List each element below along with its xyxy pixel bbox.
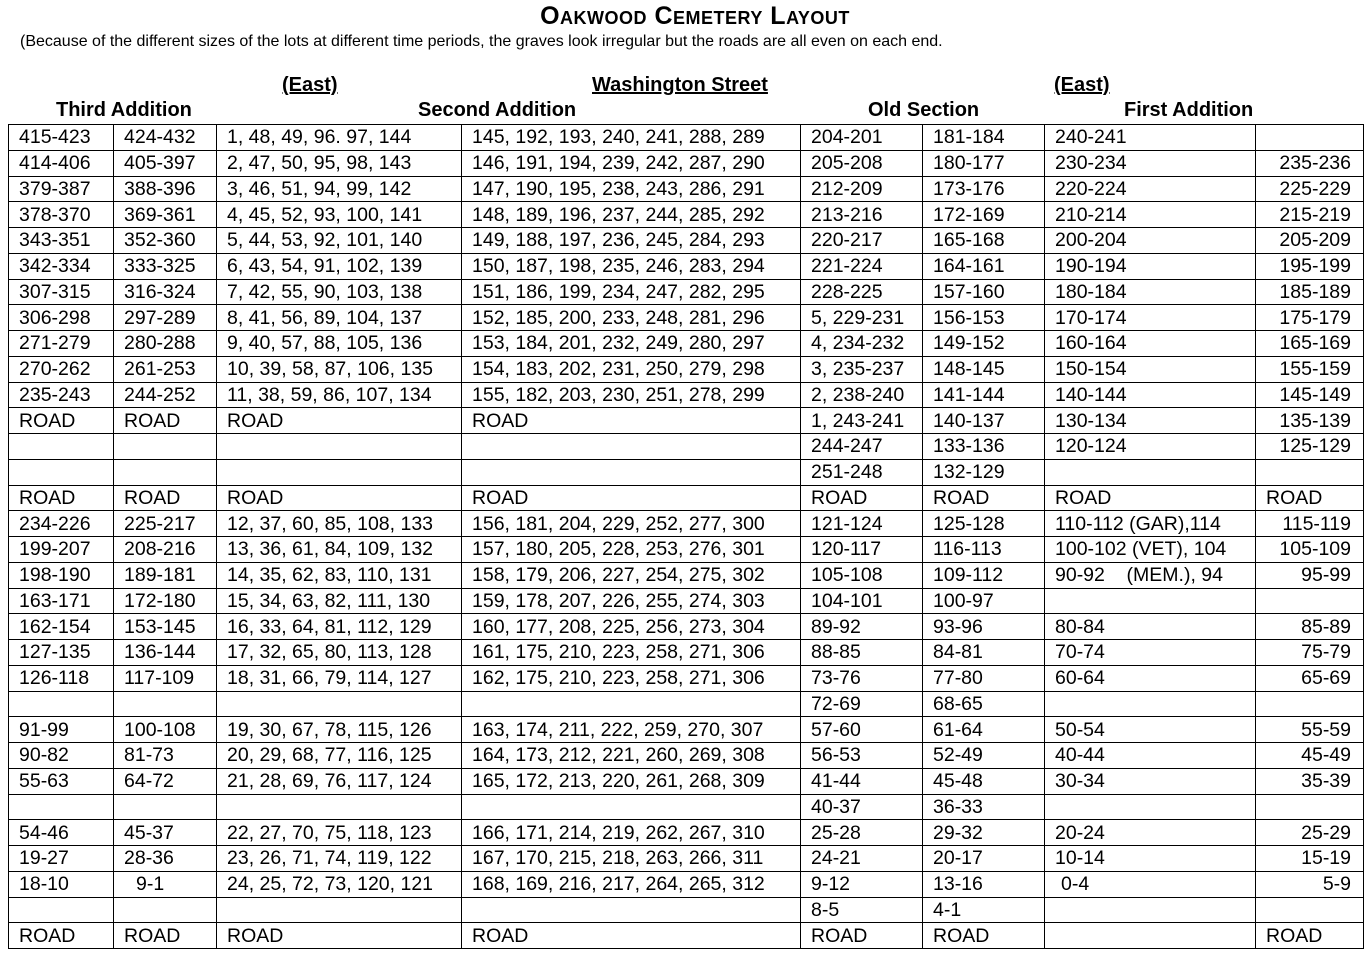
cell-second-addition-west: 23, 26, 71, 74, 119, 122 [217, 846, 462, 872]
table-row [9, 640, 1364, 666]
cell-second-addition-east: ROAD [462, 408, 801, 434]
cell-third-addition-east [114, 691, 217, 717]
cell-old-section-west: 9-12 [801, 871, 923, 897]
cell-old-section-east: 29-32 [923, 820, 1045, 846]
table-row [9, 202, 1364, 228]
cell-old-section-east: 109-112 [923, 562, 1045, 588]
cell-second-addition-east: 153, 184, 201, 232, 249, 280, 297 [462, 331, 801, 357]
cell-second-addition-east: ROAD [462, 485, 801, 511]
cell-second-addition-east: 155, 182, 203, 230, 251, 278, 299 [462, 382, 801, 408]
cell-old-section-east: 84-81 [923, 640, 1045, 666]
cell-second-addition-east [462, 459, 801, 485]
cell-third-addition-west: 379-387 [9, 176, 114, 202]
cell-first-addition-east: 95-99 [1256, 562, 1364, 588]
cell-third-addition-west: 342-334 [9, 253, 114, 279]
cell-first-addition-west: 50-54 [1045, 717, 1256, 743]
table-row [9, 897, 1364, 923]
cell-third-addition-west: 126-118 [9, 665, 114, 691]
cell-old-section-west: 228-225 [801, 279, 923, 305]
cell-old-section-west: 89-92 [801, 614, 923, 640]
cell-first-addition-east: 105-109 [1256, 537, 1364, 563]
cell-old-section-east: 100-97 [923, 588, 1045, 614]
cell-old-section-west: 4, 234-232 [801, 331, 923, 357]
cell-second-addition-west: 9, 40, 57, 88, 105, 136 [217, 331, 462, 357]
cell-first-addition-east: 75-79 [1256, 640, 1364, 666]
cell-second-addition-west [217, 897, 462, 923]
cell-second-addition-west: 3, 46, 51, 94, 99, 142 [217, 176, 462, 202]
cell-first-addition-east: 65-69 [1256, 665, 1364, 691]
cell-third-addition-east: 64-72 [114, 768, 217, 794]
cell-old-section-east: 173-176 [923, 176, 1045, 202]
cell-third-addition-west: 162-154 [9, 614, 114, 640]
cell-first-addition-west: 80-84 [1045, 614, 1256, 640]
table-row [9, 871, 1364, 897]
cell-old-section-east: 61-64 [923, 717, 1045, 743]
first-addition-heading: First Addition [1124, 99, 1254, 121]
table-row [9, 588, 1364, 614]
cell-third-addition-west: 270-262 [9, 356, 114, 382]
cell-old-section-west: 5, 229-231 [801, 305, 923, 331]
second-addition-heading: Second Addition [418, 99, 577, 121]
cell-second-addition-west: 12, 37, 60, 85, 108, 133 [217, 511, 462, 537]
cell-third-addition-east: 225-217 [114, 511, 217, 537]
cell-third-addition-east: 405-397 [114, 150, 217, 176]
cell-old-section-east: 132-129 [923, 459, 1045, 485]
cell-first-addition-east: 135-139 [1256, 408, 1364, 434]
cell-first-addition-west: 210-214 [1045, 202, 1256, 228]
cell-first-addition-east: 155-159 [1256, 356, 1364, 382]
cell-third-addition-east: 424-432 [114, 125, 217, 151]
cell-old-section-west: ROAD [801, 923, 923, 949]
cell-second-addition-east: 145, 192, 193, 240, 241, 288, 289 [462, 125, 801, 151]
cell-first-addition-west: 200-204 [1045, 228, 1256, 254]
cell-old-section-west: 251-248 [801, 459, 923, 485]
cell-first-addition-east: 45-49 [1256, 743, 1364, 769]
cell-old-section-west: 121-124 [801, 511, 923, 537]
east-label-right: (East) [1054, 74, 1110, 96]
cell-third-addition-east [114, 897, 217, 923]
cell-old-section-west: 220-217 [801, 228, 923, 254]
table-row [9, 485, 1364, 511]
cell-first-addition-east: 25-29 [1256, 820, 1364, 846]
cell-second-addition-east: 154, 183, 202, 231, 250, 279, 298 [462, 356, 801, 382]
cell-third-addition-east: 280-288 [114, 331, 217, 357]
cell-second-addition-east: 146, 191, 194, 239, 242, 287, 290 [462, 150, 801, 176]
cell-second-addition-west: 15, 34, 63, 82, 111, 130 [217, 588, 462, 614]
cell-second-addition-west [217, 459, 462, 485]
cell-first-addition-east: 205-209 [1256, 228, 1364, 254]
cell-second-addition-west: 11, 38, 59, 86, 107, 134 [217, 382, 462, 408]
cell-second-addition-west: 8, 41, 56, 89, 104, 137 [217, 305, 462, 331]
cell-first-addition-east: 195-199 [1256, 253, 1364, 279]
cell-first-addition-west: 90-92 (MEM.), 94 [1045, 562, 1256, 588]
cell-second-addition-west: 14, 35, 62, 83, 110, 131 [217, 562, 462, 588]
cell-third-addition-west: 378-370 [9, 202, 114, 228]
table-row [9, 253, 1364, 279]
cell-third-addition-east: ROAD [114, 923, 217, 949]
cell-old-section-west: 2, 238-240 [801, 382, 923, 408]
cell-old-section-east: 165-168 [923, 228, 1045, 254]
cell-second-addition-east: 168, 169, 216, 217, 264, 265, 312 [462, 871, 801, 897]
cell-second-addition-west: 5, 44, 53, 92, 101, 140 [217, 228, 462, 254]
cell-second-addition-east: 158, 179, 206, 227, 254, 275, 302 [462, 562, 801, 588]
cell-old-section-west: 1, 243-241 [801, 408, 923, 434]
cell-third-addition-west: 90-82 [9, 743, 114, 769]
cell-second-addition-east: ROAD [462, 923, 801, 949]
cell-old-section-east: 45-48 [923, 768, 1045, 794]
cell-second-addition-east [462, 691, 801, 717]
table-row [9, 382, 1364, 408]
cell-old-section-east: 156-153 [923, 305, 1045, 331]
cell-second-addition-west: 20, 29, 68, 77, 116, 125 [217, 743, 462, 769]
washington-street-label: Washington Street [592, 74, 768, 96]
cell-second-addition-east: 157, 180, 205, 228, 253, 276, 301 [462, 537, 801, 563]
cell-second-addition-west: 17, 32, 65, 80, 113, 128 [217, 640, 462, 666]
cell-third-addition-west: 127-135 [9, 640, 114, 666]
cell-first-addition-east: 15-19 [1256, 846, 1364, 872]
cell-old-section-west: 120-117 [801, 537, 923, 563]
cell-first-addition-west: 180-184 [1045, 279, 1256, 305]
cell-first-addition-east: 185-189 [1256, 279, 1364, 305]
table-row [9, 665, 1364, 691]
cell-old-section-west: 24-21 [801, 846, 923, 872]
table-row [9, 511, 1364, 537]
cell-first-addition-east: ROAD [1256, 485, 1364, 511]
cell-second-addition-west: 10, 39, 58, 87, 106, 135 [217, 356, 462, 382]
cell-old-section-east: 4-1 [923, 897, 1045, 923]
cell-old-section-west: 88-85 [801, 640, 923, 666]
cell-first-addition-west: 70-74 [1045, 640, 1256, 666]
table-row [9, 768, 1364, 794]
cell-first-addition-west: 10-14 [1045, 846, 1256, 872]
cell-old-section-west: 105-108 [801, 562, 923, 588]
cell-first-addition-west: 190-194 [1045, 253, 1256, 279]
cell-old-section-west: 25-28 [801, 820, 923, 846]
cell-second-addition-west: 4, 45, 52, 93, 100, 141 [217, 202, 462, 228]
cell-old-section-east: 52-49 [923, 743, 1045, 769]
cell-old-section-east: ROAD [923, 485, 1045, 511]
cell-first-addition-east: 175-179 [1256, 305, 1364, 331]
cell-second-addition-west: ROAD [217, 485, 462, 511]
cell-first-addition-east: 145-149 [1256, 382, 1364, 408]
cell-second-addition-west: 24, 25, 72, 73, 120, 121 [217, 871, 462, 897]
cell-first-addition-east: 125-129 [1256, 434, 1364, 460]
cell-first-addition-west: 160-164 [1045, 331, 1256, 357]
cell-third-addition-east: 297-289 [114, 305, 217, 331]
table-row [9, 305, 1364, 331]
cell-first-addition-east: 35-39 [1256, 768, 1364, 794]
table-row [9, 846, 1364, 872]
table-row [9, 408, 1364, 434]
cell-second-addition-west: 18, 31, 66, 79, 114, 127 [217, 665, 462, 691]
cell-third-addition-west: 235-243 [9, 382, 114, 408]
cell-third-addition-west: 91-99 [9, 717, 114, 743]
cell-first-addition-east [1256, 125, 1364, 151]
cell-first-addition-west [1045, 691, 1256, 717]
cell-second-addition-east: 164, 173, 212, 221, 260, 269, 308 [462, 743, 801, 769]
cell-old-section-west: 72-69 [801, 691, 923, 717]
cell-second-addition-east: 161, 175, 210, 223, 258, 271, 306 [462, 640, 801, 666]
cell-third-addition-east: 189-181 [114, 562, 217, 588]
cell-third-addition-east: 333-325 [114, 253, 217, 279]
cell-old-section-east: 20-17 [923, 846, 1045, 872]
cell-third-addition-east: 28-36 [114, 846, 217, 872]
cell-third-addition-east: 244-252 [114, 382, 217, 408]
cell-first-addition-west [1045, 897, 1256, 923]
cell-second-addition-west [217, 691, 462, 717]
cell-third-addition-east: ROAD [114, 408, 217, 434]
cell-old-section-west: 8-5 [801, 897, 923, 923]
cell-first-addition-west: 130-134 [1045, 408, 1256, 434]
cell-second-addition-east: 165, 172, 213, 220, 261, 268, 309 [462, 768, 801, 794]
cell-first-addition-west: 30-34 [1045, 768, 1256, 794]
cell-second-addition-west: 16, 33, 64, 81, 112, 129 [217, 614, 462, 640]
page-subtitle: (Because of the different sizes of the lots at different time periods, the graves look irregular but the roads are all even on each end. [20, 33, 943, 50]
cell-old-section-west: 56-53 [801, 743, 923, 769]
cemetery-layout-table [8, 124, 1364, 949]
cell-second-addition-west: 1, 48, 49, 96. 97, 144 [217, 125, 462, 151]
cell-first-addition-east: 225-229 [1256, 176, 1364, 202]
table-row [9, 125, 1364, 151]
cell-old-section-east: 172-169 [923, 202, 1045, 228]
cell-third-addition-east: 352-360 [114, 228, 217, 254]
cell-second-addition-east [462, 897, 801, 923]
table-row [9, 228, 1364, 254]
cell-third-addition-east: 81-73 [114, 743, 217, 769]
cell-old-section-west: ROAD [801, 485, 923, 511]
cell-second-addition-west: 21, 28, 69, 76, 117, 124 [217, 768, 462, 794]
cell-third-addition-west [9, 459, 114, 485]
cell-old-section-west: 213-216 [801, 202, 923, 228]
cell-second-addition-east: 160, 177, 208, 225, 256, 273, 304 [462, 614, 801, 640]
table-row [9, 717, 1364, 743]
cell-third-addition-east [114, 459, 217, 485]
cell-first-addition-west: 220-224 [1045, 176, 1256, 202]
cell-third-addition-east: 388-396 [114, 176, 217, 202]
cell-old-section-east: 125-128 [923, 511, 1045, 537]
cell-third-addition-west: 271-279 [9, 331, 114, 357]
cell-first-addition-west: ROAD [1045, 485, 1256, 511]
cell-first-addition-east: 115-119 [1256, 511, 1364, 537]
cell-first-addition-west: 40-44 [1045, 743, 1256, 769]
cell-second-addition-west [217, 794, 462, 820]
cell-old-section-west: 104-101 [801, 588, 923, 614]
cell-second-addition-east: 152, 185, 200, 233, 248, 281, 296 [462, 305, 801, 331]
cell-first-addition-east: 165-169 [1256, 331, 1364, 357]
cell-third-addition-west: 199-207 [9, 537, 114, 563]
cell-third-addition-east [114, 794, 217, 820]
cell-third-addition-east: 172-180 [114, 588, 217, 614]
cell-old-section-west: 244-247 [801, 434, 923, 460]
table-row [9, 356, 1364, 382]
table-row [9, 279, 1364, 305]
cell-third-addition-west: 198-190 [9, 562, 114, 588]
cell-old-section-west: 40-37 [801, 794, 923, 820]
cell-old-section-east: 133-136 [923, 434, 1045, 460]
cell-old-section-east: 36-33 [923, 794, 1045, 820]
cell-old-section-east: 116-113 [923, 537, 1045, 563]
cell-second-addition-west: 22, 27, 70, 75, 118, 123 [217, 820, 462, 846]
cell-third-addition-west: ROAD [9, 408, 114, 434]
cell-old-section-west: 204-201 [801, 125, 923, 151]
old-section-heading: Old Section [868, 99, 980, 121]
cell-third-addition-east: 9-1 [114, 871, 217, 897]
cell-second-addition-west: 13, 36, 61, 84, 109, 132 [217, 537, 462, 563]
cell-first-addition-west: 170-174 [1045, 305, 1256, 331]
cell-second-addition-east: 156, 181, 204, 229, 252, 277, 300 [462, 511, 801, 537]
cell-second-addition-west: 19, 30, 67, 78, 115, 126 [217, 717, 462, 743]
cell-old-section-east: 141-144 [923, 382, 1045, 408]
table-row [9, 434, 1364, 460]
cell-first-addition-east [1256, 794, 1364, 820]
cell-second-addition-east: 159, 178, 207, 226, 255, 274, 303 [462, 588, 801, 614]
cell-first-addition-east: 5-9 [1256, 871, 1364, 897]
cell-third-addition-west: 414-406 [9, 150, 114, 176]
cell-old-section-east: 149-152 [923, 331, 1045, 357]
cell-first-addition-west: 140-144 [1045, 382, 1256, 408]
cell-second-addition-east: 162, 175, 210, 223, 258, 271, 306 [462, 665, 801, 691]
cell-old-section-west: 205-208 [801, 150, 923, 176]
cell-first-addition-west: 120-124 [1045, 434, 1256, 460]
table-row [9, 794, 1364, 820]
table-row [9, 923, 1364, 949]
cell-first-addition-west: 60-64 [1045, 665, 1256, 691]
table-row [9, 459, 1364, 485]
cell-second-addition-east: 147, 190, 195, 238, 243, 286, 291 [462, 176, 801, 202]
cell-third-addition-east: 117-109 [114, 665, 217, 691]
cell-second-addition-west: ROAD [217, 408, 462, 434]
cell-third-addition-west: 306-298 [9, 305, 114, 331]
cell-third-addition-east: 261-253 [114, 356, 217, 382]
cell-second-addition-east: 150, 187, 198, 235, 246, 283, 294 [462, 253, 801, 279]
cell-old-section-west: 221-224 [801, 253, 923, 279]
cell-third-addition-east: ROAD [114, 485, 217, 511]
cell-old-section-east: 13-16 [923, 871, 1045, 897]
cell-third-addition-west [9, 691, 114, 717]
table-row [9, 176, 1364, 202]
cell-third-addition-west: 307-315 [9, 279, 114, 305]
cell-first-addition-east [1256, 691, 1364, 717]
cell-third-addition-west: 55-63 [9, 768, 114, 794]
cell-third-addition-west: 19-27 [9, 846, 114, 872]
cell-third-addition-east: 369-361 [114, 202, 217, 228]
cell-second-addition-east: 148, 189, 196, 237, 244, 285, 292 [462, 202, 801, 228]
cell-first-addition-east [1256, 897, 1364, 923]
cell-first-addition-west: 240-241 [1045, 125, 1256, 151]
cell-third-addition-east: 45-37 [114, 820, 217, 846]
cell-second-addition-east: 167, 170, 215, 218, 263, 266, 311 [462, 846, 801, 872]
cell-third-addition-west [9, 434, 114, 460]
cell-first-addition-east [1256, 588, 1364, 614]
cell-old-section-west: 73-76 [801, 665, 923, 691]
cell-third-addition-east: 136-144 [114, 640, 217, 666]
cell-first-addition-east: 85-89 [1256, 614, 1364, 640]
page-title: Oakwood Cemetery Layout [540, 2, 850, 30]
cell-third-addition-west: ROAD [9, 923, 114, 949]
cell-old-section-east: ROAD [923, 923, 1045, 949]
cell-second-addition-west: 2, 47, 50, 95, 98, 143 [217, 150, 462, 176]
cell-first-addition-east: 215-219 [1256, 202, 1364, 228]
table-row [9, 150, 1364, 176]
cell-first-addition-east: ROAD [1256, 923, 1364, 949]
cell-third-addition-west: 54-46 [9, 820, 114, 846]
cell-second-addition-west [217, 434, 462, 460]
cell-old-section-east: 164-161 [923, 253, 1045, 279]
cell-third-addition-east: 153-145 [114, 614, 217, 640]
cell-second-addition-east: 163, 174, 211, 222, 259, 270, 307 [462, 717, 801, 743]
table-row [9, 743, 1364, 769]
cell-first-addition-east: 55-59 [1256, 717, 1364, 743]
cell-second-addition-east: 166, 171, 214, 219, 262, 267, 310 [462, 820, 801, 846]
cell-third-addition-east: 316-324 [114, 279, 217, 305]
cell-first-addition-west [1045, 923, 1256, 949]
cell-old-section-west: 57-60 [801, 717, 923, 743]
cell-third-addition-east [114, 434, 217, 460]
cell-third-addition-west: 343-351 [9, 228, 114, 254]
table-row [9, 562, 1364, 588]
cell-old-section-west: 41-44 [801, 768, 923, 794]
cell-first-addition-west: 0-4 [1045, 871, 1256, 897]
cell-old-section-east: 157-160 [923, 279, 1045, 305]
table-row [9, 331, 1364, 357]
cell-old-section-east: 77-80 [923, 665, 1045, 691]
cell-third-addition-west: 415-423 [9, 125, 114, 151]
table-row [9, 820, 1364, 846]
cell-first-addition-west [1045, 588, 1256, 614]
cell-first-addition-west [1045, 794, 1256, 820]
cell-old-section-east: 148-145 [923, 356, 1045, 382]
cell-second-addition-east [462, 434, 801, 460]
cell-old-section-east: 181-184 [923, 125, 1045, 151]
cell-old-section-east: 180-177 [923, 150, 1045, 176]
cell-first-addition-east: 235-236 [1256, 150, 1364, 176]
cell-old-section-west: 212-209 [801, 176, 923, 202]
cell-third-addition-east: 208-216 [114, 537, 217, 563]
cell-third-addition-west: 234-226 [9, 511, 114, 537]
cell-third-addition-west: ROAD [9, 485, 114, 511]
cell-first-addition-west [1045, 459, 1256, 485]
table-row [9, 537, 1364, 563]
cell-second-addition-east: 151, 186, 199, 234, 247, 282, 295 [462, 279, 801, 305]
cell-second-addition-west: 7, 42, 55, 90, 103, 138 [217, 279, 462, 305]
cell-third-addition-east: 100-108 [114, 717, 217, 743]
cell-old-section-east: 93-96 [923, 614, 1045, 640]
cell-first-addition-west: 110-112 (GAR),114 [1045, 511, 1256, 537]
cell-second-addition-east [462, 794, 801, 820]
cell-old-section-west: 3, 235-237 [801, 356, 923, 382]
cell-third-addition-west [9, 897, 114, 923]
cell-old-section-east: 140-137 [923, 408, 1045, 434]
table-row [9, 614, 1364, 640]
cell-third-addition-west: 18-10 [9, 871, 114, 897]
cell-first-addition-west: 230-234 [1045, 150, 1256, 176]
cell-first-addition-west: 100-102 (VET), 104 [1045, 537, 1256, 563]
cell-old-section-east: 68-65 [923, 691, 1045, 717]
cell-second-addition-west: ROAD [217, 923, 462, 949]
cell-third-addition-west [9, 794, 114, 820]
table-row [9, 691, 1364, 717]
cell-second-addition-west: 6, 43, 54, 91, 102, 139 [217, 253, 462, 279]
cell-first-addition-west: 150-154 [1045, 356, 1256, 382]
cell-second-addition-east: 149, 188, 197, 236, 245, 284, 293 [462, 228, 801, 254]
third-addition-heading: Third Addition [56, 99, 192, 121]
cell-third-addition-west: 163-171 [9, 588, 114, 614]
cell-first-addition-east [1256, 459, 1364, 485]
east-label-left: (East) [282, 74, 338, 96]
cell-first-addition-west: 20-24 [1045, 820, 1256, 846]
